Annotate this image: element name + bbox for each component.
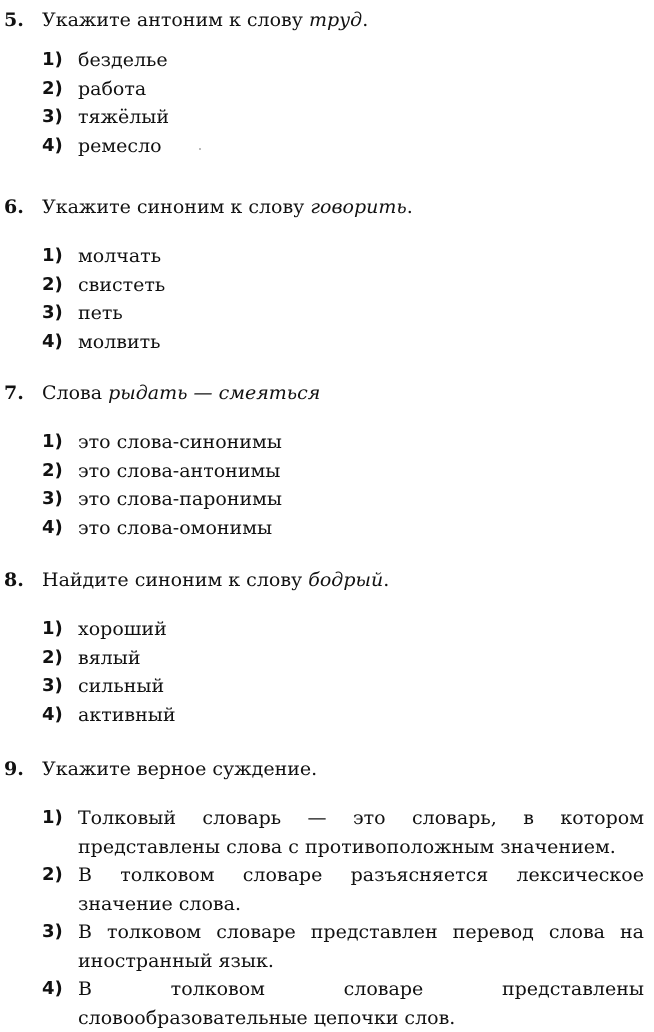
question-keyword: труд [308,9,363,31]
question-keyword: говорить [310,196,407,218]
question-header [0,754,654,784]
option-text: молвить [78,330,161,353]
option-number: 4) [42,978,63,999]
answer-option[interactable] [0,975,654,1032]
option-number: 4) [42,516,63,538]
option-number: 4) [42,703,63,725]
option-text: активный [78,703,176,726]
option-text: безделье [78,49,168,71]
question-suffix: . [383,569,390,591]
question-text [42,378,320,408]
option-number: 3) [42,106,63,127]
answer-option[interactable] [0,615,654,644]
option-number: 1) [42,431,63,452]
answer-option[interactable] [0,804,654,861]
option-text: тяжёлый [78,106,170,128]
answer-option[interactable] [0,75,654,104]
question-prefix: Слова [42,382,109,404]
option-text: работа [78,77,147,100]
answer-option[interactable] [0,672,654,701]
option-text: это слова-антонимы [78,459,281,482]
answer-option[interactable] [0,644,654,673]
question-keyword: рыдать — смеяться [108,382,321,404]
option-text: В толковом словаре представлены словообразовательные цепочки слов. [78,978,644,1029]
answer-options [0,428,654,542]
option-number: 2) [42,273,63,295]
option-number: 4) [42,330,63,352]
answer-option[interactable] [0,701,654,730]
question-5 [0,5,654,160]
option-text: молчать [78,245,162,267]
answer-option[interactable] [0,46,654,75]
answer-option[interactable] [0,132,654,161]
option-number: 3) [42,921,63,942]
question-prefix: Укажите синоним к слову [42,196,311,218]
option-number: 1) [42,49,63,70]
option-text: это слова-синонимы [78,431,282,453]
option-number: 3) [42,488,63,509]
option-number: 3) [42,302,63,323]
question-text [42,192,413,222]
option-text: петь [78,302,123,324]
question-text [42,754,317,784]
question-header [0,378,654,408]
answer-options [0,615,654,729]
option-text: вялый [78,646,141,669]
answer-option[interactable] [0,299,654,328]
option-text: В толковом словаре разъясняется лексическое значение слова. [78,864,644,915]
answer-option[interactable] [0,271,654,300]
option-number: 1) [42,618,63,639]
question-text [42,5,368,35]
option-number: 2) [42,864,63,885]
question-suffix: . [362,9,369,31]
answer-option[interactable] [0,485,654,514]
question-number: 5. [4,9,24,31]
option-number: 1) [42,245,63,266]
option-number: 2) [42,77,63,99]
option-text: сильный [78,675,165,697]
answer-options [0,242,654,356]
question-header [0,192,654,222]
question-6 [0,192,654,356]
option-number: 2) [42,459,63,481]
answer-option[interactable] [0,428,654,457]
option-number: 2) [42,646,63,668]
answer-option[interactable] [0,328,654,357]
question-number: 6. [4,196,24,218]
answer-option[interactable] [0,918,654,975]
question-number: 8. [4,569,24,591]
question-9 [0,754,654,1032]
question-keyword: бодрый [308,569,384,591]
scan-speck [199,148,201,150]
option-text: это слова-паронимы [78,488,283,510]
option-text: В толковом словаре представлен перевод слова на иностранный язык. [78,921,644,972]
question-text [42,565,389,595]
answer-option[interactable] [0,514,654,543]
option-text: свистеть [78,273,166,296]
question-header [0,5,654,35]
option-text: хороший [78,618,167,640]
question-prefix: Найдите синоним к слову [42,569,309,591]
answer-option[interactable] [0,242,654,271]
question-number: 9. [4,758,24,780]
question-header [0,565,654,595]
option-text: Толковый словарь — это словарь, в котором представлены слова с противоположным значением. [78,807,644,858]
answer-option[interactable] [0,103,654,132]
question-7 [0,378,654,542]
option-text: ремесло [78,134,162,157]
question-prefix: Укажите антоним к слову [42,9,309,31]
answer-option[interactable] [0,861,654,918]
answer-options [0,46,654,160]
question-prefix: Укажите верное суждение. [42,758,318,780]
question-number: 7. [4,382,24,404]
answer-options [0,804,654,1032]
answer-option[interactable] [0,457,654,486]
option-number: 3) [42,675,63,696]
question-8 [0,565,654,729]
question-suffix: . [406,196,413,218]
option-number: 4) [42,134,63,156]
option-text: это слова-омонимы [78,516,273,539]
option-number: 1) [42,807,63,828]
